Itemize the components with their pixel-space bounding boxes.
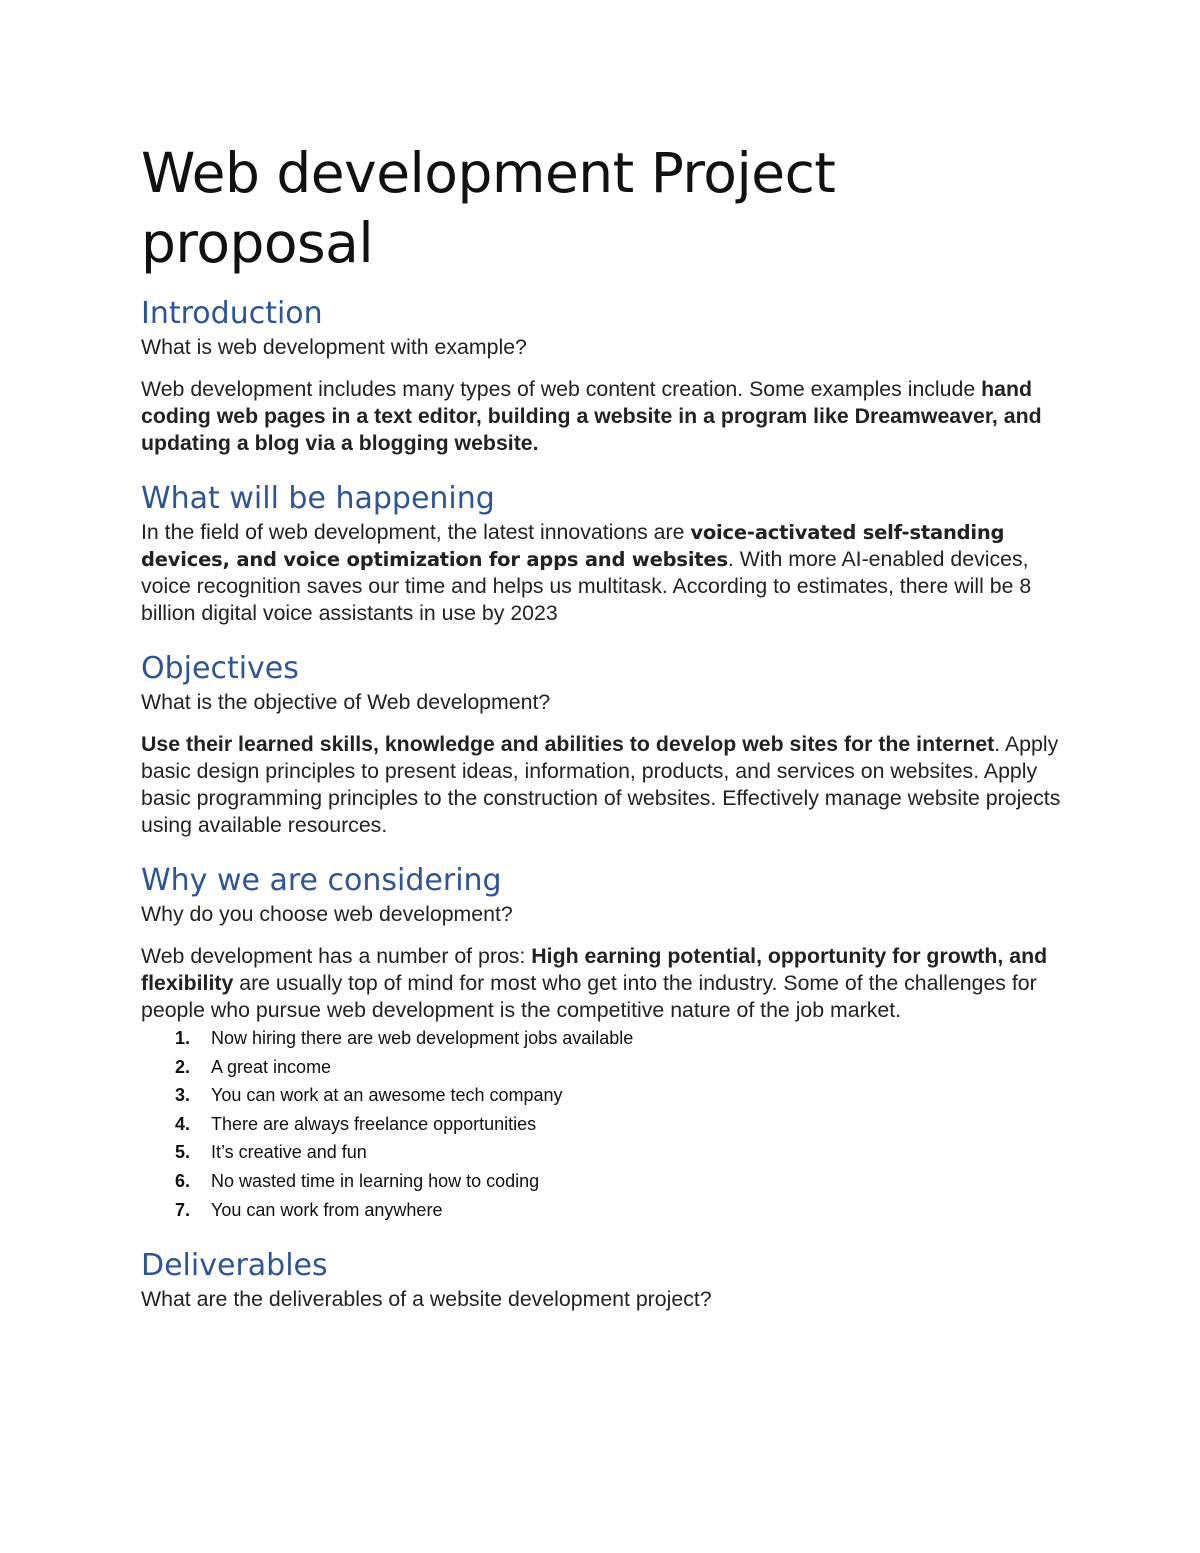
happening-text-start: In the field of web development, the latest innovations are [141,520,691,544]
considering-text-end: are usually top of mind for most who get into the industry. Some of the challenges for people who pursue web development is the competitive nature of the job market. [141,971,1037,1022]
section-happening [141,481,1071,627]
objectives-text-end: . Apply basic design principles to present ideas, information, products, and services on websites. Apply basic programming principles to the construction of websites. Effectively manage website projects using available resources. [141,732,1061,837]
objectives-paragraph [141,731,1071,839]
considering-text-start: Web development has a number of pros: [141,944,532,968]
heading-introduction: Introduction [141,296,323,331]
section-introduction [141,296,1071,457]
intro-paragraph [141,376,1071,457]
list-item-text: You can work at an awesome tech company [211,1085,563,1106]
list-item [141,1081,1071,1110]
list-item-text: No wasted time in learning how to coding [211,1170,540,1191]
list-item-text: It’s creative and fun [211,1142,367,1163]
list-item-text: You can work from anywhere [211,1199,443,1220]
deliverables-question: What are the deliverables of a website development project? [141,1287,712,1312]
list-item [141,1138,1071,1167]
intro-text-start: Web development includes many types of web content creation. Some examples include [141,377,982,401]
considering-paragraph [141,943,1071,1024]
considering-question: Why do you choose web development? [141,902,513,926]
heading-happening: What will be happening [141,481,495,516]
heading-considering: Why we are considering [141,863,502,898]
list-item [141,1167,1071,1196]
list-item-text: Now hiring there are web development jobs available [211,1028,634,1048]
section-objectives [141,651,1071,839]
list-item [141,1053,1071,1082]
list-item [141,1110,1071,1139]
document-page [141,138,1071,1313]
list-item-number: 6. [175,1170,191,1191]
list-item [141,1024,1071,1053]
heading-objectives: Objectives [141,651,299,686]
considering-text-bold: High earning potential, opportunity for growth, and flexibility [141,944,1048,995]
intro-question: What is web development with example? [141,335,527,359]
list-item-number: 3. [175,1085,191,1106]
reasons-list [141,1024,1071,1224]
intro-text-bold: hand coding web pages in a text editor, building a website in a program like Dreamweaver, and updating a blog via a blogging website. [141,377,1042,455]
document-title: Web development Project proposal [141,141,836,275]
happening-paragraph [141,519,1071,627]
list-item-number: 1. [175,1028,191,1048]
list-item [141,1196,1071,1225]
objectives-question: What is the objective of Web development? [141,690,551,714]
section-deliverables [141,1248,1071,1313]
happening-text-end: . With more AI-enabled devices, voice recognition saves our time and helps us multitask. According to estimates, there will be 8 billion digital voice assistants in use by 2023 [141,547,1032,625]
list-item-text: A great income [211,1056,332,1077]
heading-deliverables: Deliverables [141,1248,328,1284]
list-item-text: There are always freelance opportunities [211,1113,537,1134]
list-item-number: 4. [175,1113,191,1134]
objectives-text-bold: Use their learned skills, knowledge and abilities to develop web sites for the internet [141,732,995,756]
happening-text-bold: voice-activated self-standing devices, and voice optimization for apps and websites [141,521,1005,571]
list-item-number: 5. [175,1142,191,1163]
list-item-number: 2. [175,1056,191,1077]
section-considering [141,863,1071,1224]
list-item-number: 7. [175,1199,191,1220]
